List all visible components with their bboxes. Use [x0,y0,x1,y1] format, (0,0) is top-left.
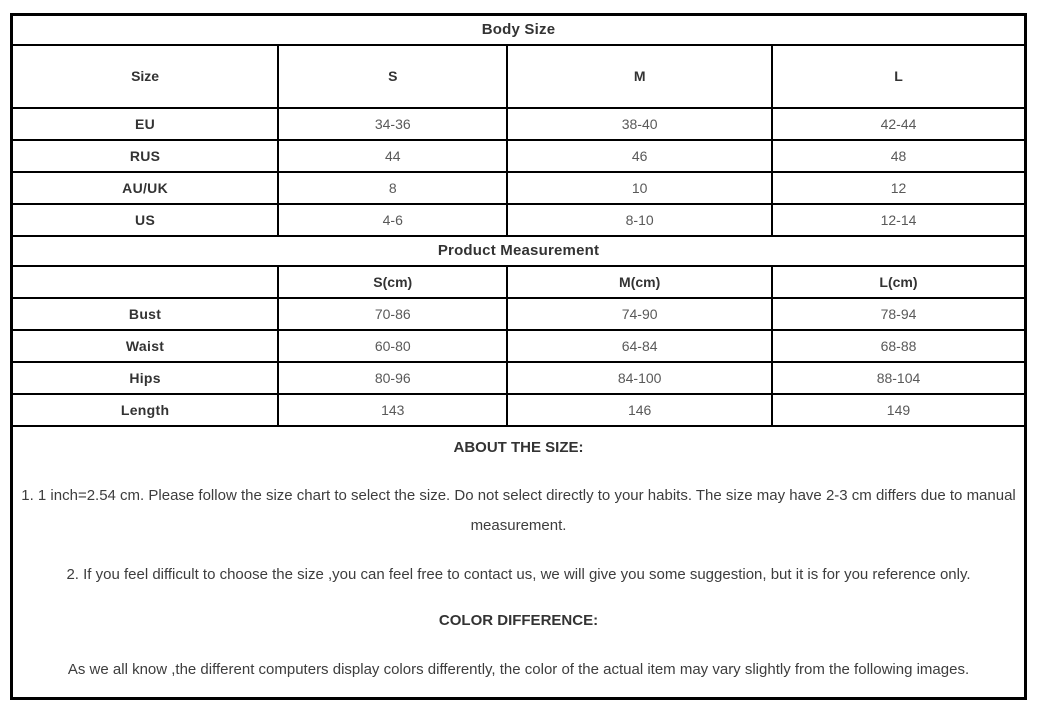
table-row-us [12,204,1026,236]
cell-value: 42-44 [772,108,1026,140]
row-label: Length [12,394,279,426]
notes-section [12,426,1026,699]
cell-value: 149 [772,394,1026,426]
cell-value: 44 [278,140,507,172]
row-label: EU [12,108,279,140]
cell-value: 8-10 [507,204,772,236]
cell-value: 4-6 [278,204,507,236]
row-label: Bust [12,298,279,330]
row-label: AU/UK [12,172,279,204]
cell-value: 34-36 [278,108,507,140]
size-chart-table [10,13,1027,700]
measurement-col-l: L(cm) [772,266,1026,298]
notes-row [12,426,1026,699]
size-chart [10,13,1027,700]
cell-value: 10 [507,172,772,204]
cell-value: 84-100 [507,362,772,394]
measurement-col-m: M(cm) [507,266,772,298]
size-col-m: M [507,45,772,108]
size-col-s: S [278,45,507,108]
cell-value: 78-94 [772,298,1026,330]
body-size-title-row [12,15,1026,45]
cell-value: 12 [772,172,1026,204]
about-size-heading: ABOUT THE SIZE: [453,438,584,456]
color-difference-heading: COLOR DIFFERENCE: [438,611,599,629]
table-row-rus [12,140,1026,172]
row-label: RUS [12,140,279,172]
row-label: US [12,204,279,236]
cell-value: 74-90 [507,298,772,330]
cell-value: 60-80 [278,330,507,362]
cell-value: 64-84 [507,330,772,362]
size-col-l: L [772,45,1026,108]
table-row-length [12,394,1026,426]
size-header-label: Size [12,45,279,108]
cell-value: 68-88 [772,330,1026,362]
measurement-header-blank [12,266,279,298]
cell-value: 8 [278,172,507,204]
cell-value: 48 [772,140,1026,172]
cell-value: 12-14 [772,204,1026,236]
table-row-waist [12,330,1026,362]
row-label: Hips [12,362,279,394]
cell-value: 143 [278,394,507,426]
table-row-eu [12,108,1026,140]
cell-value: 146 [507,394,772,426]
table-row-hips [12,362,1026,394]
cell-value: 80-96 [278,362,507,394]
color-difference-note: As we all know ,the different computers display colors differently, the color of the actual item may vary slightly from the following images. [67,660,970,678]
size-note-2: 2. If you feel difficult to choose the size ,you can feel free to contact us, we will give you some suggestion, but it is for you reference only. [66,565,971,583]
cell-value: 38-40 [507,108,772,140]
product-measurement-title: Product Measurement [12,236,1026,266]
table-row-auuk [12,172,1026,204]
body-size-title: Body Size [12,15,1026,45]
cell-value: 46 [507,140,772,172]
body-size-header-row [12,45,1026,108]
cell-value: 70-86 [278,298,507,330]
size-note-1: 1. 1 inch=2.54 cm. Please follow the size chart to select the size. Do not select directly to your habits. The size may have 2-3 cm differs due to manual measurement. [21,486,1016,534]
measurement-col-s: S(cm) [278,266,507,298]
measurement-header-row [12,266,1026,298]
cell-value: 88-104 [772,362,1026,394]
row-label: Waist [12,330,279,362]
table-row-bust [12,298,1026,330]
product-measurement-title-row [12,236,1026,266]
